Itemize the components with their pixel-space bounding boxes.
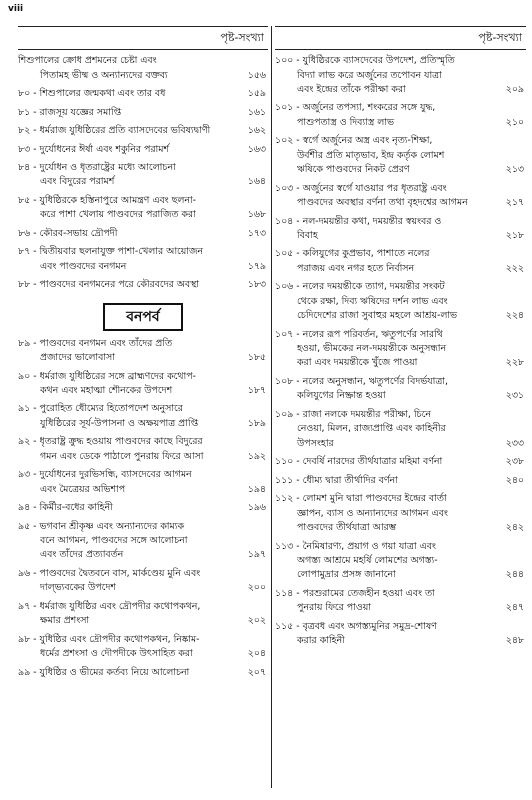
left-top-entries [18,54,268,293]
toc-page-number: ১৫৬ [247,69,266,81]
toc-entry-line: ১১৪ - পরশুরামের তেজহীন হওয়া এবং তা [275,587,435,599]
left-column [18,26,268,788]
toc-entry-line: এবং তাঁদের প্রত্যাবর্তন [40,549,124,561]
toc-page-number: ১৭৩ [247,227,266,239]
toc-entry-line: ৮১ - রাজসূয় যজ্ঞের সমাপ্তি [18,106,122,118]
toc-entry-line: এবং মৈত্রেয়র অভিশাপ [40,483,126,495]
toc-page-number: ২৩১ [505,390,524,402]
toc-entry [18,633,268,662]
toc-entry-line: থেকে রক্ষা, দিব্য ঋষিদের দর্শন লাভ এবং [297,295,448,307]
toc-entry [275,408,526,451]
toc-entry-line: ৯৬ - পাণ্ডবদের দ্বৈতবনে বাস, মার্কণ্ডেয় মুনি এবং [18,567,201,579]
toc-entry-line: ৯৯ - যুধিষ্ঠির ও ভীমের কর্তব্য নিয়ে আলোচনা [18,666,190,678]
toc-page-number: ২৩৮ [505,456,524,468]
toc-entry-line: নেওয়া, মিলন, রাজ্যপ্রাপ্তি এবং কাহিনীর [297,423,446,435]
toc-entry [275,474,526,488]
toc-entry-line: শিশুপালের ক্রোধ প্রশমনের চেষ্টা এবং [18,55,157,67]
right-column [275,26,526,788]
toc-entry [18,666,268,680]
toc-page-number: ১৫৯ [247,88,266,99]
toc-entry-line: অগস্ত্য আশ্রমে মহর্ষি লোমশের অগস্ত্য- [297,554,438,566]
section-title: বনপর্ব [103,303,183,331]
toc-entry [275,134,526,177]
toc-page-number: ১৬৪ [247,176,266,188]
toc-entry-line: ৮৩ - দুর্যোধনের ঈর্ষা এবং শকুনির পরামর্শ [18,143,169,155]
toc-entry [18,501,268,515]
toc-entry [18,245,268,274]
toc-entry-line: ১০১ - অর্জুনের তপস্যা, শংকরের সঙ্গে যুদ্ধ, [275,102,436,114]
toc-entry-line: ক্ষমার প্রশংসা [40,615,90,627]
toc-page-number: ২২৮ [505,357,524,369]
toc-entry-line: ৮২ - ধর্মরাজ যুধিষ্ঠিরের প্রতি ব্যাসদেবের ভবিষ্যদ্বাণী [18,125,211,136]
toc-entry-line: ৮৫ - যুধিষ্ঠিরকে হস্তিনাপুরে আমন্ত্রণ এবং ছলনা- [18,194,197,206]
toc-entry [18,87,268,101]
toc-page-number: ১৭৯ [247,260,266,272]
toc-entry [275,540,526,583]
toc-entry [275,54,526,97]
toc-entry-line: ৯১ - পুরোহিত ধৌম্যের হিতোপদেশ অনুসারে [18,403,183,415]
toc-entry-line: ৯৫ - ভগবান শ্রীকৃষ্ণ এবং অন্যান্যদের কাম্যক [18,520,185,532]
toc-page-number: ২০৪ [247,648,266,660]
toc-page-number: ১৮৭ [247,384,266,396]
left-bottom-entries [18,337,268,680]
toc-entry [275,247,526,276]
toc-entry-line: উপসংহার [297,437,334,449]
toc-entry-line: ৯০ - ধর্মরাজ যুধিষ্ঠিরের সঙ্গে ব্রাহ্মণদের কথোপ- [18,370,196,382]
toc-entry-line: জ্ঞাপন, ব্যাস ও অন্যান্যদের আগমন এবং [297,507,448,519]
toc-entry-line: পাণ্ডবদের অবস্থার বর্ণনা তথা বৃহদশ্বের আগমন [297,197,468,209]
toc-entry-line: বিদ্যা লাভ করে অর্জুনের তপোবন যাত্রা [297,69,442,81]
toc-entry [18,600,268,629]
toc-entry-line: ৮৮ - পাণ্ডবদের বনগমনের পরে কৌরবদের অবস্থা [18,279,200,291]
toc-entry [275,328,526,371]
toc-entry-line: পরাজয় এবং নগর হতে নির্বাসন [297,262,415,274]
toc-page-number: ১৯২ [247,450,266,462]
toc-page-number: ২৪০ [505,474,524,486]
toc-entry-line: ১০৬ - নলের দময়ন্তীকে ত্যাগ, দময়ন্তীর সংকট [275,281,445,293]
toc-entry-line: ১০৮ - নলের অনুসন্ধান, ঋতুপর্ণের বিদর্ভযাত্রা, [275,375,448,387]
toc-entry-line: ৯৭ - ধর্মরাজ যুধিষ্ঠির এবং দ্রৌপদীর কথোপকথন, [18,600,201,612]
toc-entry-line: ১০৯ - রাজা নলকে দময়ন্তীর পরীক্ষা, চিনে [275,408,431,420]
toc-entry-line: পাশুপতাস্ত্র ও দিব্যাস্ত্র লাভ [297,116,394,128]
page-number: viii [8,4,24,14]
toc-entry-line: দাল্‌ভ্যবকের উপদেশ [40,582,116,594]
toc-entry-line: ১১২ - লোমশ মুনি দ্বারা পাণ্ডবদের ইন্দ্রের বার্তা [275,493,447,505]
toc-entry-line: ১০০ - যুধিষ্ঠিরকে ব্যাসদেবের উপদেশ, প্রতিস্মৃতি [275,55,455,67]
toc-page-number: ১৮৩ [247,279,266,291]
toc-entry-line: করার কাহিনী [297,635,345,647]
toc-entry [18,370,268,399]
toc-page-number: ১৯৪ [247,483,266,495]
toc-page-number: ২০৯ [505,83,524,95]
toc-page-number: ২৪৭ [505,602,524,614]
right-column-header: পৃষ্ট-সংখ্যা [275,26,526,50]
toc-entry-line: ৮৯ - পাণ্ডবদের বনগমন এবং তাঁদের প্রতি [18,337,172,349]
toc-entry-line: ১১৩ - নৈমিষারণ্য, প্রয়াগ ও গয়া যাত্রা এবং [275,540,436,552]
right-entries [275,54,526,648]
toc-entry [18,278,268,292]
toc-entry-line: লোপামুদ্রার প্রসঙ্গ জানানো [297,569,396,581]
toc-page-number: ২০০ [247,582,266,594]
toc-entry [18,227,268,241]
toc-entry-line: ১০৩ - অর্জুনের স্বর্গে যাওয়ার পর ধৃতরাষ্ট্র এবং [275,182,447,194]
toc-entry [275,101,526,130]
toc-entry [18,54,268,83]
toc-entry-line: ১০৫ - কলিযুগের কুপ্রভাব, পাশাতে নলের [275,248,430,260]
toc-entry-line: ১০২ - স্বর্গে অর্জুনের অস্ত্র এবং নৃত্য-শিক্ষা, [275,135,433,147]
toc-entry [18,124,268,138]
toc-entry-line: পিতামহ ভীষ্ম ও অন্যান্যদের বক্তব্য [40,69,168,81]
toc-entry [18,402,268,431]
toc-entry-line: প্রজাদের ভালোবাসা [40,352,115,364]
toc-entry-line: ১১৫ - বৃত্রবধ এবং অগস্ত্যমুনির সমুদ্র-শোষণ [275,620,437,632]
toc-entry [18,435,268,464]
toc-entry-line: ১১১ - ধৌম্য দ্বারা তীর্থাদির বর্ণনা [275,474,398,486]
toc-entry [18,337,268,366]
toc-page-number: ১৬৩ [247,143,266,155]
toc-entry-line: গমন এবং ডেকে পাঠালে পুনরায় ফিরে আসা [40,450,204,462]
column-divider [271,26,272,788]
left-column-header: পৃষ্ট-সংখ্যা [18,26,268,50]
toc-page-number: ২২৪ [505,310,524,322]
toc-page-number: ১৮৯ [247,417,266,429]
toc-entry [275,587,526,616]
toc-entry-line: ৯৩ - দুর্যোধনের দুরভিসন্ধি, ব্যাসদেবের আগমন [18,469,192,481]
toc-page-number: ১৯৬ [247,502,266,514]
toc-page-number: ২১৩ [505,164,524,176]
toc-entry-line: ৮৪ - দুর্যোধন ও ধৃতরাষ্ট্রের মধ্যে আলোচনা [18,162,176,173]
toc-entry-line: কলিযুগের নিষ্ক্রান্ত হওয়া [297,390,386,402]
toc-page-number: ২০৭ [247,666,266,678]
toc-entry-line: হওয়া, ভীমকের নল-দময়ন্তীকে অনুসন্ধান [297,343,447,355]
toc-entry-line: ৯৪ - কির্মীর-বধের কাহিনী [18,502,113,514]
toc-page-number: ২১৭ [505,197,524,209]
toc-page-number: ১৬২ [247,125,266,136]
toc-entry-line: পুনরায় ফিরে পাওয়া [297,602,371,614]
toc-entry [275,492,526,535]
toc-entry-line: ১১০ - দেবর্ষি নারদের তীর্থযাত্রার মহিমা বর্ণনা [275,456,443,468]
toc-entry-line: এবং ইন্দ্রের তাঁকে পরীক্ষা করা [297,83,406,95]
toc-entry-line: যুধিষ্ঠিরের সূর্য-উপাসনা ও অক্ষয়পাত্র প্রাপ্তি [40,417,199,429]
toc-entry-line: ধর্মের প্রশংসা ও দৌপদীকে উৎসাহিত করা [40,648,193,660]
toc-page-number: ২০২ [247,615,266,627]
toc-entry-line: করা এবং দময়ন্তীকে খুঁজে পাওয়া [297,357,418,369]
toc-entry [18,194,268,223]
toc-page-number: ২৪৪ [505,569,524,581]
toc-page-number: ২১০ [505,116,524,128]
toc-entry-line: ৯৮ - যুধিষ্ঠির এবং দ্রৌপদীর কথোপকথন, নিষ্কাম- [18,633,200,645]
toc-entry [275,280,526,323]
toc-entry-line: কথন এবং মহাত্মা শৌনকের উপদেশ [40,384,173,396]
toc-entry [275,215,526,244]
toc-entry-line: ৯২ - ধৃতরাষ্ট্র ক্রুদ্ধ হওয়ায় পাণ্ডবদের কাছে বিদুরের [18,436,203,448]
toc-entry [275,375,526,404]
toc-entry-line: ৮৬ - কৌরব-সভায় দ্রৌপদী [18,227,118,239]
toc-page-number: ২৪৮ [505,635,524,647]
toc-entry-line: ১০৭ - নলের রূপ পরিবর্তন, ঋতুপর্ণের সারথি [275,328,443,340]
toc-page-number: ২২২ [505,262,524,274]
toc-entry-line: বিবাহ [297,229,318,241]
toc-entry-line: করে পাশা খেলায় পাণ্ডবদের পরাজিত করা [40,209,196,221]
toc-page-number: ২৩৩ [505,437,524,449]
toc-page-number: ১৯৭ [247,549,266,561]
toc-entry-line: চেদিদেশের রাজা সুবাহুর মহলে আশ্রয়-লাভ [297,310,458,322]
toc-entry-line: এবং বিদুরের পরামর্শ [40,176,115,188]
toc-entry [18,143,268,157]
toc-page-number: ১৬৮ [247,209,266,221]
toc-entry [18,567,268,596]
toc-entry [275,455,526,469]
toc-page-number: ২১৮ [505,229,524,241]
toc-entry [18,520,268,563]
toc-entry [18,468,268,497]
toc-entry [18,161,268,190]
toc-entry-line: ঋষিকে পাণ্ডবদের নিকট প্রেরণ [297,164,410,176]
toc-entry-line: উর্বশীর প্রতি মাতৃভাব, ইন্দ্র কর্তৃক লোমশ [297,149,445,161]
toc-entry [275,620,526,649]
toc-entry [275,182,526,211]
toc-page-number: ১৮৫ [247,352,266,364]
toc-entry-line: বনে আগমন, পাণ্ডবদের সঙ্গে আলোচনা [40,535,188,547]
toc-page-number: ১৬১ [247,106,266,118]
toc-entry-line: পাণ্ডবদের তীর্থযাত্রা আরম্ভ [297,522,397,533]
toc-entry-line: ৮৭ - দ্বিতীয়বার ছলনাযুক্ত পাশা-খেলার আয়োজন [18,246,204,258]
toc-entry-line: ৮০ - শিশুপালের জন্মকথা এবং তার বধ [18,88,166,99]
toc-entry-line: এবং পাণ্ডবদের বনগমন [40,260,127,272]
toc-page-number: ২৪২ [505,522,524,533]
toc-entry [18,106,268,120]
toc-entry-line: ১০৪ - নল-দময়ন্তীর কথা, দময়ন্তীর স্বয়ংবর ও [275,215,442,227]
